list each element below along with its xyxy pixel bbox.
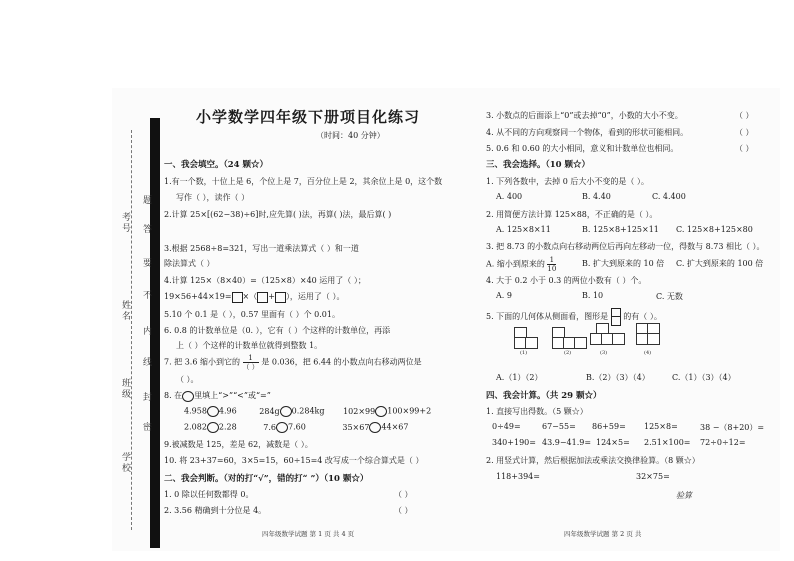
judge-2: 2. 3.56 精确到十分位是 4。 (164, 506, 267, 515)
calc-1-r1-b: 67−55= (542, 422, 576, 431)
choice-5-option-b[interactable]: B.（2）（3）（4） (586, 373, 650, 382)
choice-4-option-b[interactable]: B. 10 (582, 291, 604, 300)
question-7-line-2: （ ）。 (176, 375, 199, 384)
q4-text: ×（ (242, 292, 258, 301)
binding-char: 封 (141, 392, 151, 403)
question-1-line-1: 1.有一个数，十位上是 6，个位上是 7，百分位上是 2，其余位上是 0，这个数 (164, 177, 443, 186)
q7-text: 7. 把 3.6 缩小到它的 (164, 357, 240, 367)
question-10: 10. 将 23+37=60，3×5=15，60÷15=4 改写成一个综合算式是（ ） (164, 456, 424, 465)
question-6-line-2: 上（ ）个这样的计数单位就得到整数 1。 (176, 341, 323, 350)
compare-circle[interactable] (207, 422, 219, 433)
question-2: 2.计算 25×[(62−38)÷6]时,应先算( )法，再算( )法，最后算( ) (164, 210, 392, 219)
choice-4-option-c[interactable]: C. 无数 (656, 292, 683, 301)
binding-char: 内 (141, 326, 151, 337)
calc-2-item-2: 32×75= (636, 472, 670, 481)
choice-3-option-c[interactable]: C. 扩大到原来的 100 倍 (676, 259, 764, 268)
figure-label: (4) (644, 350, 652, 356)
page-1-footer: 四年级数学试题 第 1 页 共 4 页 (262, 530, 355, 538)
compare-circle[interactable] (280, 406, 292, 417)
exam-title: 小学数学四年级下册项目化练习 (196, 108, 421, 126)
judge-2-answer[interactable]: （ ） (394, 506, 413, 515)
binding-char: 不 (141, 290, 151, 301)
page-2-footer: 四年级数学试题 第 2 页 共 (564, 530, 642, 538)
section-2-heading: 二、我会判断。（对的打“√”，错的打“ ”）（10 颗☆） (164, 474, 369, 484)
binding-char: 密 (141, 422, 151, 433)
exam-no-label: 考号 (120, 212, 130, 234)
compare-circle[interactable] (369, 422, 381, 433)
question-3-line-2: 除法算式（ ） (164, 259, 215, 268)
q7-fraction: $\frac{1}{( )}$ (242, 354, 259, 371)
choice-5-option-c[interactable]: C.（1）（3）（4） (672, 373, 736, 382)
judge-4-answer[interactable]: （ ） (735, 128, 754, 137)
judge-1: 1. 0 除以任何数都得 0。 (164, 490, 254, 499)
choice-4: 4. 大于 0.2 小于 0.3 的两位小数有（ ）个。 (486, 276, 647, 285)
q4-text: ），运用了（ ）。 (285, 292, 345, 301)
section-3-heading: 三、我会选择。（10 颗☆） (486, 160, 591, 170)
figure-label: (2) (564, 350, 572, 356)
compare-circle (182, 391, 194, 402)
choice-3-option-b[interactable]: B. 扩大到原来的 10 倍 (582, 259, 665, 268)
calc-1-r2-d: 2.51×100= (644, 438, 691, 447)
judge-1-answer[interactable]: （ ） (394, 490, 413, 499)
calc-1-r2-e: 72÷0÷12= (700, 438, 746, 447)
section-4-heading: 四、我会计算。（共 29 颗☆） (486, 391, 602, 401)
exam-time: （时间：40 分钟） (316, 131, 385, 140)
compare-circle[interactable] (207, 406, 219, 417)
question-6-line-1: 6. 0.8 的计数单位是（0. ），它有（ ）个这样的计数单位，再添 (164, 326, 391, 335)
q8-text: 8. 在 (164, 391, 183, 400)
figure-label: (1) (520, 350, 528, 356)
c3-fraction: $\frac{1}{10}$ (547, 256, 557, 273)
calc-1-r2-c: 124×5= (596, 438, 630, 447)
choice-1-option-a[interactable]: A. 400 (496, 192, 523, 201)
choice-2-option-b[interactable]: B. 125×8+125×11 (582, 225, 659, 234)
choice-4-option-a[interactable]: A. 9 (496, 291, 512, 300)
calc-1-r1-a: 0÷49= (492, 422, 521, 431)
choice-2-option-c[interactable]: C. 125×8+125×80 (676, 225, 753, 234)
q4-text: + (268, 292, 275, 301)
choice-3: 3. 把 8.73 的小数点向右移动两位后再向左移动一位，得数与 8.73 相比（ ）。 (486, 242, 765, 251)
question-8-row-1: 4.958 4.96 284g 0.284kg 102×99 100×99+2 (184, 406, 432, 416)
question-8-row-2: 2.082 2.28 7.6 7.60 35×67 44×67 (184, 422, 409, 432)
q8-text: 里填上“>”“<”或“=” (194, 391, 271, 400)
binding-char: 要 (141, 258, 151, 269)
choice-5: 5. 下面的几何体从侧面看，图形是 的有（ ）。 (486, 308, 662, 326)
judge-5: 5. 0.6 和 0.60 的大小相同，意义和计数单位也相同。 (486, 144, 679, 153)
judge-3: 3. 小数点的后面添上“0”或去掉“0”，小数的大小不变。 (486, 111, 683, 120)
judge-4: 4. 从不同的方向观察同一个物体，看到的形状可能相同。 (486, 128, 689, 137)
binding-char: 题 (141, 195, 151, 206)
calc-2-heading: 2. 用竖式计算，然后根据加法或乘法交换律验算。（8 颗☆） (486, 456, 700, 465)
section-1-heading: 一、我会填空。（24 颗☆） (164, 160, 269, 170)
question-9: 9.被减数是 125，差是 62，减数是（ ）。 (164, 440, 313, 449)
choice-1: 1. 下列各数中，去掉 0 后大小不变的是（ ）。 (486, 177, 649, 186)
name-label: 姓名 (120, 300, 130, 322)
q4-expression: 19×56+44×19= (164, 292, 232, 301)
calc-2-item-1: 118+394= (496, 472, 540, 481)
calc-1-r2-b: 43.9−41.9= (542, 438, 592, 447)
choice-5-option-a[interactable]: A.（1）（2） (496, 373, 543, 382)
q7-text: 是 0.036，把 6.44 的小数点向右移动两位是 (261, 357, 422, 367)
binding-char: 线 (141, 357, 151, 368)
judge-3-answer[interactable]: （ ） (735, 111, 754, 120)
binding-char: 答 (141, 224, 151, 235)
judge-5-answer[interactable]: （ ） (735, 144, 754, 153)
choice-1-option-b[interactable]: B. 4.40 (582, 192, 611, 201)
answer-box[interactable] (257, 292, 268, 303)
question-8-heading (164, 390, 271, 402)
choice-2-option-a[interactable]: A. 125×8×11 (496, 225, 551, 234)
school-label: 学校 (120, 452, 130, 474)
choice-1-option-c[interactable]: C. 4.400 (652, 192, 686, 201)
choice-3-option-a[interactable]: A. 缩小到原来的 $\frac{1}{10}$ (486, 256, 557, 273)
class-label: 班级 (120, 378, 130, 400)
question-3-line-1: 3.根据 2568÷8=321，写出一道乘法算式（ ）和一道 (164, 244, 359, 253)
calc-1-r1-e: 38 −（8+20）= (700, 423, 765, 432)
answer-box[interactable] (275, 292, 286, 303)
choice-2: 2. 用简便方法计算 125×88，不正确的是（ ）。 (486, 210, 658, 219)
question-4-line-1: 4.计算 125×（8×40）=（125×8）×40 运用了（ ）； (164, 276, 366, 285)
figure-label: (3) (600, 350, 608, 356)
question-7-line-1 (164, 354, 422, 371)
check-label: 验算 (676, 491, 692, 500)
side-view-shape-icon (611, 308, 621, 326)
calc-1-r1-d: 125×8= (644, 422, 678, 431)
compare-circle[interactable] (375, 406, 387, 417)
calc-1-r2-a: 340+190= (492, 438, 536, 447)
calc-1-heading: 1. 直接写出得数。（5 颗☆） (486, 407, 588, 416)
calc-1-r1-c: 86+59= (592, 422, 626, 431)
question-4-line-2 (164, 291, 344, 303)
answer-box[interactable] (232, 292, 243, 303)
compare-circle[interactable] (276, 422, 288, 433)
question-5: 5.10 个 0.1 是（ ），0.57 里面有（ ）个 0.01。 (164, 310, 340, 319)
question-1-line-2: 写作（ ），读作（ ） (176, 193, 250, 202)
